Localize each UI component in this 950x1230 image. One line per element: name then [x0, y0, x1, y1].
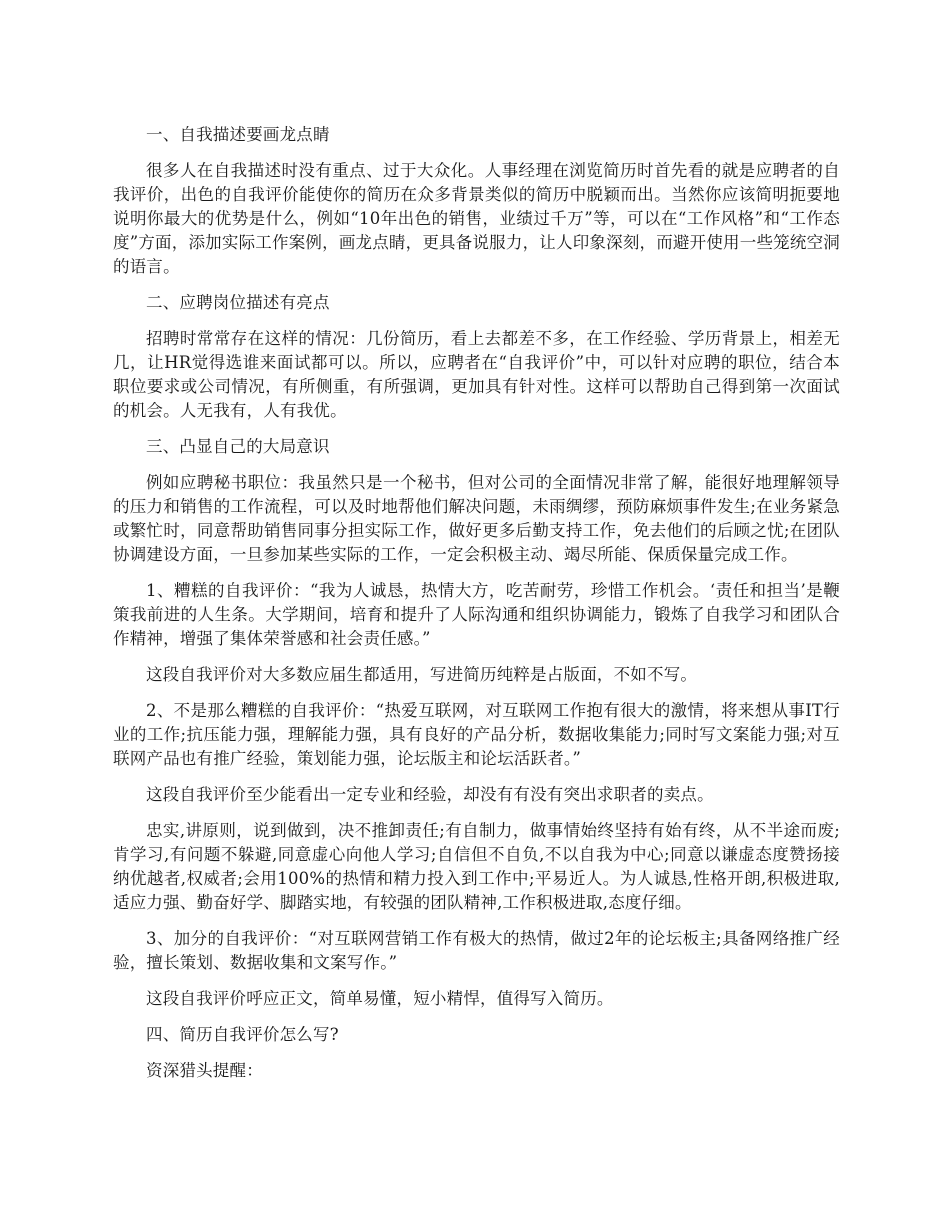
section-heading: 三、凸显自己的大局意识 [146, 437, 330, 456]
body-paragraph: 这段自我评价至少能看出一定专业和经验，却没有有没有突出求职者的卖点。 [146, 785, 714, 804]
body-paragraph: 忠实,讲原则，说到做到，决不推卸责任;有自制力，做事情始终坚持有始有终，从不半途而废;肯学习,有问题不躲避,同意虚心向他人学习;自信但不自负,不以自我为中心;同意以谦虚态度赞扬接纳优越者,权威者;会用100%的热情和精力投入到工作中;平易近人。为人诚恳,性格开朗,积极进取,适应力强、勤奋好学、脚踏实地，有较强的团队精神,工作积极进取,态度仔细。 [113, 821, 840, 912]
section-heading: 二、应聘岗位描述有亮点 [146, 293, 330, 312]
section-heading: 一、自我描述要画龙点睛 [146, 125, 330, 144]
body-paragraph: 很多人在自我描述时没有重点、过于大众化。人事经理在浏览简历时首先看的就是应聘者的自我评价，出色的自我评价能使你的简历在众多背景类似的简历中脱颖而出。当然你应该简明扼要地说明你最大的优势是什么，例如“10年出色的销售，业绩过千万”等，可以在“工作风格”和“工作态度”方面，添加实际工作案例，画龙点睛，更具备说服力，让人印象深刻，而避开使用一些笼统空洞的语言。 [113, 161, 840, 276]
document-body [113, 123, 840, 1095]
example-paragraph: 2、不是那么糟糕的自我评价：“热爱互联网，对互联网工作抱有很大的激情，将来想从事IT行业的工作;抗压能力强，理解能力强，具有良好的产品分析，数据收集能力;同时写文案能力强;对互联网产品也有推广经验，策划能力强，论坛版主和论坛活跃者。” [113, 701, 840, 768]
body-paragraph: 招聘时常常存在这样的情况：几份简历，看上去都差不多，在工作经验、学历背景上，相差无几，让HR觉得选谁来面试都可以。所以，应聘者在“自我评价”中，可以针对应聘的职位，结合本职位要求或公司情况，有所侧重，有所强调，更加具有针对性。这样可以帮助自己得到第一次面试的机会。人无我有，人有我优。 [113, 329, 840, 420]
section-heading: 四、简历自我评价怎么写? [146, 1025, 339, 1044]
example-paragraph: 3、加分的自我评价：“对互联网营销工作有极大的热情，做过2年的论坛板主;具备网络推广经验，擅长策划、数据收集和文案写作。” [113, 929, 840, 972]
body-paragraph: 资深猎头提醒： [146, 1061, 263, 1080]
body-paragraph: 这段自我评价对大多数应届生都适用，写进简历纯粹是占版面，不如不写。 [146, 665, 698, 684]
example-paragraph: 1、糟糕的自我评价：“我为人诚恳，热情大方，吃苦耐劳，珍惜工作机会。‘责任和担当’是鞭策我前进的人生条。大学期间，培育和提升了人际沟通和组织协调能力，锻炼了自我学习和团队合作精神，增强了集体荣誉感和社会责任感。” [113, 581, 840, 648]
body-paragraph: 这段自我评价呼应正文，简单易懂，短小精悍，值得写入简历。 [146, 989, 614, 1008]
body-paragraph: 例如应聘秘书职位：我虽然只是一个秘书，但对公司的全面情况非常了解，能很好地理解领导的压力和销售的工作流程，可以及时地帮他们解决问题，未雨绸缪，预防麻烦事件发生;在业务紧急或繁忙时，同意帮助销售同事分担实际工作，做好更多后勤支持工作，免去他们的后顾之忧;在团队协调建设方面，一旦参加某些实际的工作，一定会积极主动、竭尽所能、保质保量完成工作。 [113, 473, 840, 564]
